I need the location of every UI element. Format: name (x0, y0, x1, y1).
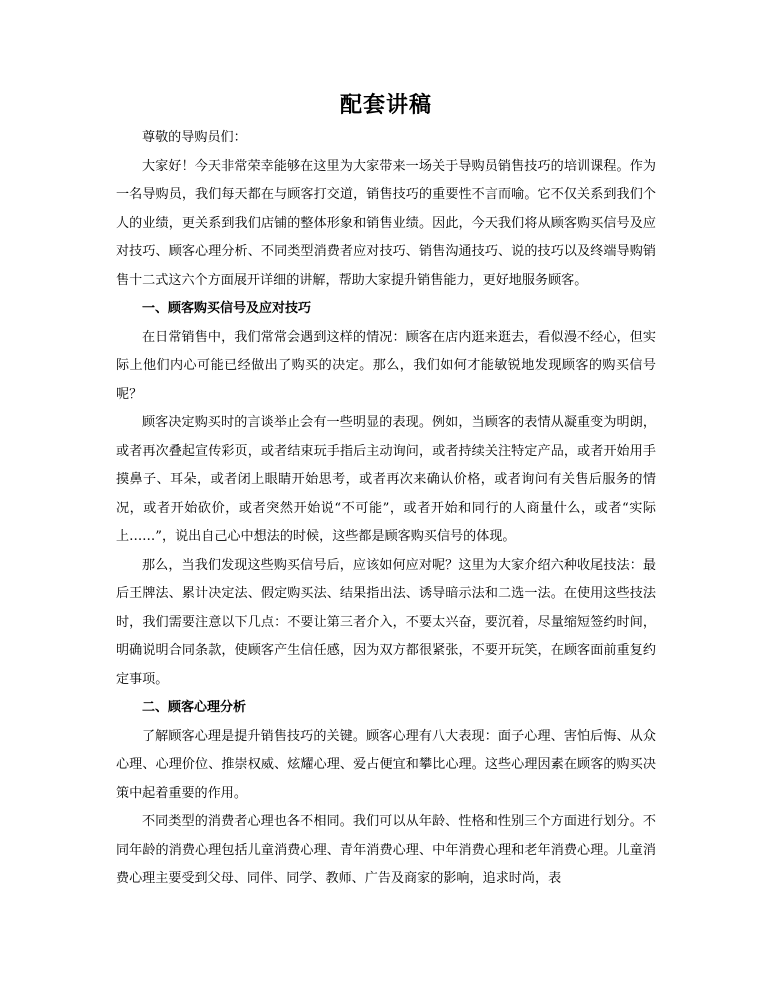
salutation: 尊敬的导购员们： (142, 130, 247, 145)
section1-paragraph-3: 那么，当我们发现这些购买信号后，应该如何应对呢？这里为大家介绍六种收尾技法：最后王牌法、累计决定法、假定购买法、结果指出法、诱导暗示法和二选一法。在使用这些技法时，我们需要注意以下几点：不要让第三者介入，不要太兴奋，要沉着，尽量缩短签约时间，明确说明合同条款，使顾客产生信任感，因为双方都很紧张，不要开玩笑，在顾客面前重复约定事项。 (116, 557, 656, 687)
section2-heading: 二、顾客心理分析 (142, 700, 247, 715)
section1-heading: 一、顾客购买信号及应对技巧 (142, 301, 312, 316)
section2-paragraph-2: 不同类型的消费者心理也各不相同。我们可以从年龄、性格和性别三个方面进行划分。不同年龄的消费心理包括儿童消费心理、青年消费心理、中年消费心理和老年消费心理。儿童消费心理主要受到父母、同伴、同学、教师、广告及商家的影响，追求时尚，表 (116, 814, 656, 886)
section1-paragraph-1: 在日常销售中，我们常常会遇到这样的情况：顾客在店内逛来逛去，看似漫不经心，但实际上他们内心可能已经做出了购买的决定。那么，我们如何才能敏锐地发现顾客的购买信号呢？ (116, 329, 656, 402)
document-page (116, 88, 656, 894)
section1-paragraph-2: 顾客决定购买时的言谈举止会有一些明显的表现。例如，当顾客的表情从凝重变为明朗，或者再次叠起宣传彩页，或者结束玩手指后主动询问，或者持续关注特定产品，或者开始用手摸鼻子、耳朵，或者闭上眼睛开始思考，或者再次来确认价格，或者询问有关售后服务的情况，或者开始砍价，或者突然开始说“不可能”，或者开始和同行的人商量什么，或者“实际上……”，说出自己心中想法的时候，这些都是顾客购买信号的体现。 (116, 415, 656, 544)
section2-paragraph-1: 了解顾客心理是提升销售技巧的关键。顾客心理有八大表现：面子心理、害怕后悔、从众心理、心理价位、推崇权威、炫耀心理、爱占便宜和攀比心理。这些心理因素在顾客的购买决策中起着重要的作用。 (116, 728, 656, 801)
intro-paragraph: 大家好！今天非常荣幸能够在这里为大家带来一场关于导购员销售技巧的培训课程。作为一名导购员，我们每天都在与顾客打交道，销售技巧的重要性不言而喻。它不仅关系到我们个人的业绩，更关系到我们店铺的整体形象和销售业绩。因此，今天我们将从顾客购买信号及应对技巧、顾客心理分析、不同类型消费者应对技巧、销售沟通技巧、说的技巧以及终端导购销售十二式这六个方面展开详细的讲解，帮助大家提升销售能力，更好地服务顾客。 (116, 158, 656, 288)
page-title: 配套讲稿 (339, 92, 432, 118)
